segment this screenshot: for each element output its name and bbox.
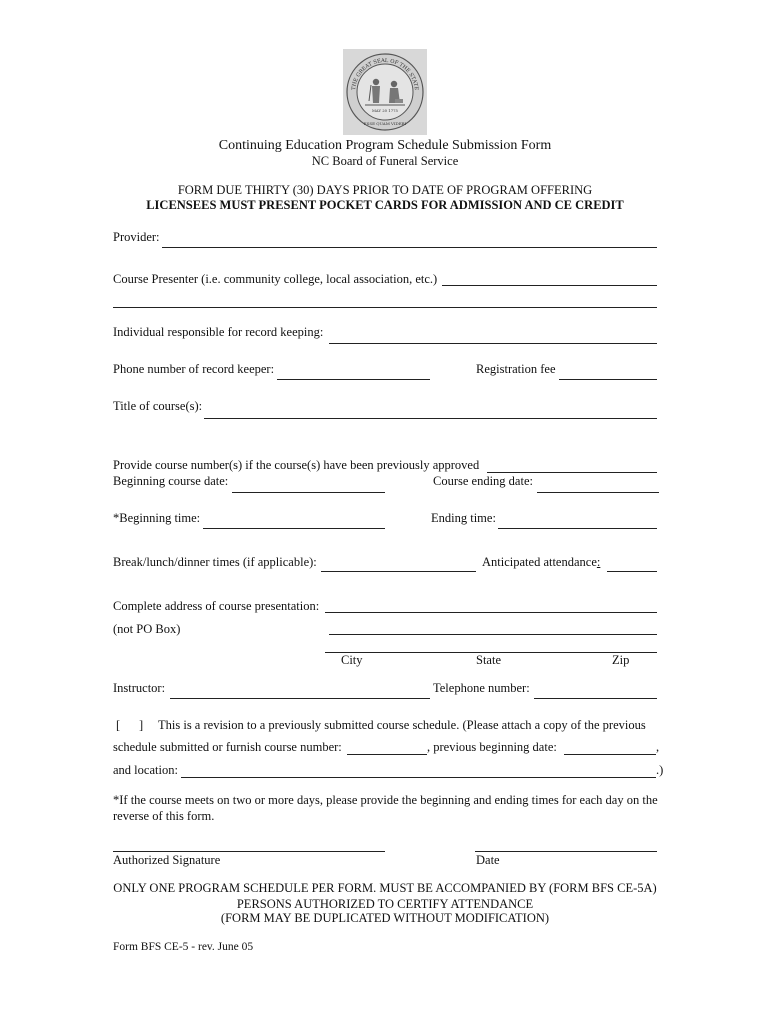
revision-beginning-date-field[interactable] <box>564 754 656 755</box>
footer-line3: (FORM MAY BE DUPLICATED WITHOUT MODIFICATION) <box>220 911 550 925</box>
form-title: Continuing Education Program Schedule Submission Form <box>218 138 552 153</box>
attendance-label-colon: : <box>596 555 601 569</box>
revision-checkbox-open[interactable]: [ <box>116 718 121 732</box>
revision-checkbox-close[interactable]: ] <box>139 718 144 732</box>
telephone-field[interactable] <box>534 698 657 699</box>
course-numbers-field[interactable] <box>487 472 657 473</box>
revision-location-end: .) <box>656 763 664 777</box>
provider-field[interactable] <box>162 247 657 248</box>
nc-state-seal <box>343 49 427 135</box>
address-field-line2[interactable] <box>329 634 657 635</box>
ending-time-field[interactable] <box>498 528 657 529</box>
course-numbers-label: Provide course number(s) if the course(s) have been previously approved <box>113 458 480 472</box>
revision-text: This is a revision to a previously submitted course schedule. (Please attach a copy of the previous <box>158 718 646 732</box>
seal-emblem-icon <box>343 49 427 135</box>
course-presenter-field[interactable] <box>442 285 657 286</box>
due-notice: FORM DUE THIRTY (30) DAYS PRIOR TO DATE OF PROGRAM OFFERING <box>177 183 593 197</box>
break-times-label: Break/lunch/dinner times (if applicable): <box>113 555 317 569</box>
beginning-time-label: *Beginning time: <box>113 511 201 525</box>
revision-course-number-label: schedule submitted or furnish course number: <box>113 740 342 754</box>
record-keeper-field[interactable] <box>329 343 657 344</box>
city-label: City <box>341 653 363 667</box>
revision-location-label: and location: <box>113 763 178 777</box>
ending-time-label: Ending time: <box>431 511 496 525</box>
revision-comma: , <box>656 740 660 754</box>
attendance-label <box>482 556 600 569</box>
phone-label: Phone number of record keeper: <box>113 362 275 376</box>
beginning-time-field[interactable] <box>203 528 385 529</box>
course-presenter-field-line2[interactable] <box>113 307 657 308</box>
revision-beginning-date-label: , previous beginning date: <box>427 740 557 754</box>
footer-line2: PERSONS AUTHORIZED TO CERTIFY ATTENDANCE <box>236 897 534 911</box>
footer-line1: ONLY ONE PROGRAM SCHEDULE PER FORM. MUST BE ACCOMPANIED BY (FORM BFS CE-5A) <box>113 881 657 895</box>
authorized-signature-field[interactable] <box>113 851 385 852</box>
telephone-label: Telephone number: <box>433 681 530 695</box>
multi-day-note-line2: reverse of this form. <box>113 809 215 823</box>
revision-location-field[interactable] <box>181 777 656 778</box>
attendance-label-text: Anticipated attendance <box>482 555 597 569</box>
phone-field[interactable] <box>277 379 430 380</box>
registration-fee-label: Registration fee <box>476 362 556 376</box>
registration-fee-field[interactable] <box>559 379 657 380</box>
svg-text:ESSE QUAM VIDERI: ESSE QUAM VIDERI <box>363 121 407 126</box>
svg-text:MAY 20 1775: MAY 20 1775 <box>372 108 398 113</box>
beginning-date-label: Beginning course date: <box>113 474 229 488</box>
form-id: Form BFS CE-5 - rev. June 05 <box>113 941 254 953</box>
ending-date-label: Course ending date: <box>433 474 533 488</box>
course-presenter-label: Course Presenter (i.e. community college, local association, etc.) <box>113 272 438 286</box>
revision-course-number-field[interactable] <box>347 754 427 755</box>
beginning-date-field[interactable] <box>232 492 385 493</box>
instructor-field[interactable] <box>170 698 430 699</box>
ending-date-field[interactable] <box>537 492 659 493</box>
multi-day-note-line1: *If the course meets on two or more days, please provide the beginning and ending times for each day on the <box>113 793 658 807</box>
course-title-label: Title of course(s): <box>113 399 203 413</box>
seal-lettering: THE GREAT SEAL OF THE STATE <box>351 57 419 91</box>
course-title-field[interactable] <box>204 418 657 419</box>
zip-label: Zip <box>612 653 630 667</box>
date-label: Date <box>476 853 500 867</box>
address-label: Complete address of course presentation: <box>113 599 320 613</box>
form-subtitle: NC Board of Funeral Service <box>311 154 459 168</box>
instructor-label: Instructor: <box>113 681 166 695</box>
state-label: State <box>476 653 501 667</box>
provider-label: Provider: <box>113 230 160 244</box>
date-field[interactable] <box>475 851 657 852</box>
pocket-card-notice: LICENSEES MUST PRESENT POCKET CARDS FOR ADMISSION AND CE CREDIT <box>146 198 624 212</box>
record-keeper-label: Individual responsible for record keeping: <box>113 325 324 339</box>
break-times-field[interactable] <box>321 571 476 572</box>
address-field[interactable] <box>325 612 657 613</box>
not-po-box-label: (not PO Box) <box>113 622 181 636</box>
attendance-field[interactable] <box>607 571 657 572</box>
authorized-signature-label: Authorized Signature <box>113 853 221 867</box>
